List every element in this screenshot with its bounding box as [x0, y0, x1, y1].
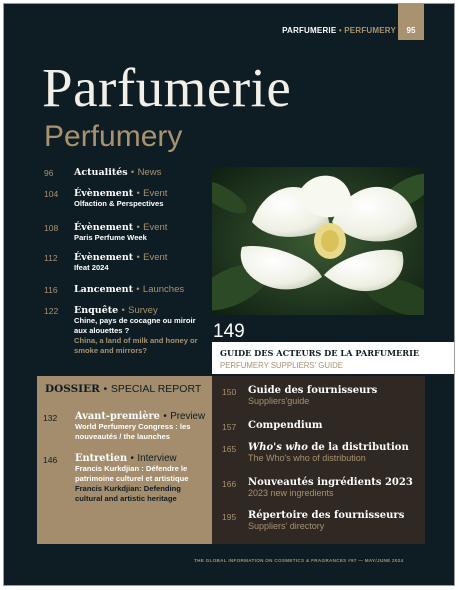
guide-page-number: 165 [222, 444, 237, 454]
dossier-item-separator: • [163, 411, 167, 422]
dossier-item-title [75, 411, 215, 422]
toc-title-fr: Évènement [74, 222, 134, 233]
page-number: 95 [406, 26, 416, 35]
toc-title-en: Event [143, 222, 168, 233]
toc-subtitle: Chine, pays de cocagne ou miroir aux alouettes ? [74, 316, 196, 335]
page-title-fr: Parfumerie [42, 57, 292, 118]
header-separator: • [338, 26, 342, 35]
toc-subtitle: Ifeat 2024 [74, 263, 109, 272]
guide-item-subtitle: Suppliers'guide [248, 396, 310, 406]
toc-subtitle-en: China, a land of milk and honey or smoke and mirrors? [74, 336, 198, 355]
dossier-panel [37, 376, 212, 544]
toc-separator: • [136, 188, 140, 199]
guide-page-number: 195 [222, 512, 237, 522]
toc-page-number: 104 [44, 189, 59, 199]
magnolia-flower-image [212, 167, 424, 315]
dossier-title-fr: Avant-première [75, 411, 160, 422]
guide-item-subtitle: 2023 new ingredients [248, 488, 334, 498]
dossier-page-number: 146 [43, 455, 58, 465]
toc-title [74, 284, 224, 295]
dossier-item-separator: • [130, 453, 134, 464]
dossier-title-en: Preview [170, 411, 206, 422]
guide-page-number: 166 [222, 479, 237, 489]
toc-title-en: Survey [128, 305, 158, 316]
toc-page-number: 116 [44, 285, 58, 295]
dossier-separator: • [103, 383, 108, 395]
toc-subtitle: Paris Perfume Week [74, 233, 147, 242]
toc-title-en: News [137, 167, 162, 178]
dossier-label-fr: DOSSIER [45, 383, 100, 395]
dossier-title-fr: Entretien [75, 453, 128, 464]
toc-page-number: 122 [44, 306, 59, 316]
toc-title-en: Launches [142, 284, 185, 295]
toc-page-number: 108 [44, 223, 59, 233]
guide-item-title: Nouveautés ingrédients 2023 [248, 477, 413, 488]
dossier-item-title [75, 453, 215, 464]
dossier-label-en: SPECIAL REPORT [110, 383, 202, 395]
magnolia-photo [212, 167, 424, 315]
dossier-title-en: Interview [137, 453, 177, 464]
guide-item-title: Guide des fournisseurs [248, 385, 378, 396]
guide-item-title: Compendium [248, 420, 323, 431]
guide-item-title: Répertoire des fournisseurs [248, 510, 405, 521]
toc-title-en: Event [143, 188, 168, 199]
toc-title [74, 167, 224, 178]
toc-subtitle: Olfaction & Perspectives [74, 199, 164, 208]
dossier-item-subtitle: World Perfumery Congress : les nouveautés / the launches [75, 422, 191, 441]
guide-item-subtitle: The Who's who of distribution [248, 453, 366, 463]
page-number-tab [398, 4, 424, 40]
suppliers-guide-banner[interactable] [212, 342, 455, 374]
dossier-heading [45, 383, 201, 395]
guide-page-number: 157 [222, 422, 237, 432]
toc-title-fr: Lancement [74, 284, 133, 295]
section-label-fr: PARFUMERIE [282, 26, 337, 35]
toc-title-fr: Évènement [74, 252, 134, 263]
dossier-item-subtitle-en: Francis Kurkdjian: Defending cultural and artistic heritage [75, 484, 181, 503]
toc-title-fr: Actualités [74, 167, 128, 178]
magazine-page [3, 3, 455, 586]
toc-page-number: 112 [44, 253, 58, 263]
toc-title [74, 188, 224, 199]
guide-contents-panel [212, 376, 425, 544]
toc-separator: • [130, 167, 135, 178]
guide-title-en: PERFUMERY SUPPLIERS' GUIDE [220, 361, 343, 370]
toc-separator: • [136, 252, 140, 263]
toc-separator: • [136, 222, 140, 233]
dossier-item-subtitle: Francis Kurkdjian : Défendre le patrimoine culturel et artistique [75, 464, 189, 483]
toc-title-fr: Évènement [74, 188, 134, 199]
guide-item-subtitle: Suppliers' directory [248, 521, 325, 531]
toc-separator: • [121, 305, 125, 316]
page-title-en: Perfumery [44, 120, 183, 153]
toc-title [74, 222, 224, 233]
toc-separator: • [136, 284, 140, 295]
guide-item-title [248, 442, 428, 453]
toc-page-number: 96 [44, 168, 54, 178]
section-label-en: PERFUMERY [344, 26, 396, 35]
page-footer: THE GLOBAL INFORMATION ON COSMETICS & FRAGRANCES #97 — MAY/JUNE 2024 [194, 558, 404, 563]
toc-title [74, 305, 224, 316]
guide-item-title-em: Who's who [248, 442, 308, 453]
toc-title [74, 252, 224, 263]
dossier-page-number: 132 [43, 413, 58, 423]
toc-title-en: Event [143, 252, 168, 263]
guide-title-fr: GUIDE DES ACTEURS DE LA PARFUMERIE [220, 348, 420, 358]
section-header [282, 26, 396, 35]
guide-item-title-rest: de la distribution [307, 442, 409, 453]
feature-page-number: 149 [213, 321, 245, 342]
guide-page-number: 150 [222, 387, 237, 397]
toc-title-fr: Enquête [74, 305, 119, 316]
